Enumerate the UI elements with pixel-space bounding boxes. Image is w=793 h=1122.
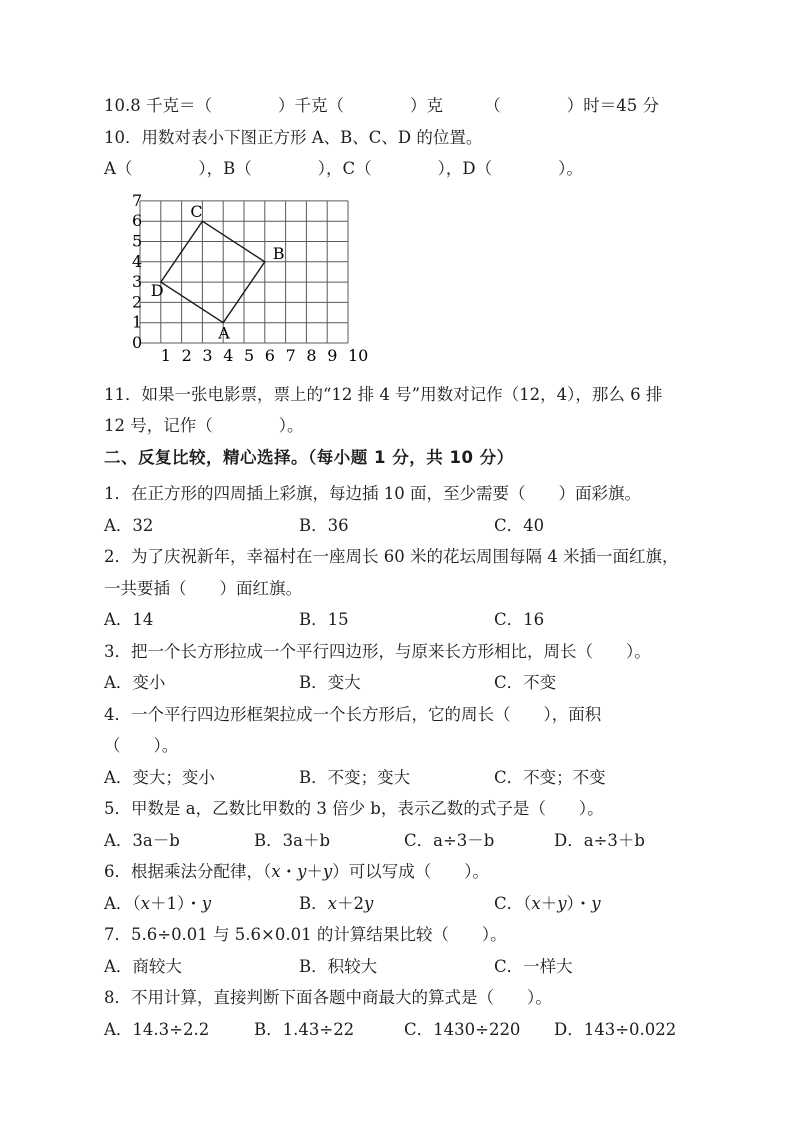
text-run: ＋: [306, 862, 323, 881]
x-tick-label: 7: [285, 345, 296, 365]
math-variable: y: [591, 893, 601, 913]
option-item: C．a÷3－b: [404, 830, 495, 850]
text-line: （ ）。: [104, 736, 179, 755]
x-tick-label: 8: [306, 345, 317, 365]
math-variable: x: [271, 862, 281, 881]
text-run: ＋1）・: [149, 893, 202, 913]
text-line: 8．不用计算，直接判断下面各题中商最大的算式是（ ）。: [104, 988, 552, 1007]
option-item: C．1430÷220: [404, 1019, 521, 1039]
text-line: 7．5.6÷0.01 与 5.6×0.01 的计算结果比较（ ）。: [104, 925, 507, 944]
math-variable: x: [327, 893, 337, 913]
x-tick-label: 10: [348, 345, 369, 365]
text-run: ＋2: [336, 893, 364, 913]
option-item: C．不变；不变: [494, 767, 606, 787]
option-item: B．15: [299, 610, 349, 629]
y-tick-label: 2: [132, 291, 143, 311]
option-item: B．3a＋b: [254, 830, 331, 850]
coordinate-grid-figure: [116, 193, 715, 375]
text-run: ＋: [540, 893, 558, 913]
y-tick-label: 0: [132, 332, 143, 352]
text-line: 10．用数对表小下图正方形 A、B、C、D 的位置。: [104, 127, 483, 147]
option-item: A．32: [104, 515, 154, 535]
text-run: 6．根据乘法分配律，（: [104, 862, 272, 881]
x-tick-label: 9: [327, 345, 338, 365]
text-run: ・: [280, 862, 298, 881]
options-row: [104, 888, 715, 920]
option-item: A．3a－b: [104, 830, 180, 850]
options-row: [104, 1014, 715, 1046]
option-item: C．不变: [494, 673, 557, 692]
y-tick-label: 4: [132, 251, 143, 271]
option-item: D．a÷3＋b: [554, 830, 645, 850]
text-line: 12 号，记作（ ）。: [104, 416, 304, 435]
option-item: B．变大: [299, 673, 361, 692]
text-line: 5．甲数是 a，乙数比甲数的 3 倍少 b，表示乙数的式子是（ ）。: [104, 799, 604, 818]
text-line: 1．在正方形的四周插上彩旗，每边插 10 面，至少需要（ ）面彩旗。: [104, 484, 641, 503]
math-variable: y: [322, 862, 333, 881]
option-item: [299, 888, 494, 920]
text-run: A．（: [104, 893, 141, 913]
option-item: A．变小: [104, 673, 166, 692]
vertex-label: B: [272, 243, 285, 263]
options-row: [104, 604, 715, 636]
text-line: 3．把一个长方形拉成一个平行四边形，与原来长方形相比，周长（ ）。: [104, 641, 651, 661]
x-tick-label: 1: [160, 345, 171, 365]
section-heading: 二、反复比较，精心选择。（每小题 1 分，共 10 分）: [104, 447, 514, 467]
grid-chart: [116, 193, 398, 373]
option-item: [494, 888, 601, 920]
option-item: B．36: [299, 515, 349, 535]
vertex-label: C: [190, 201, 203, 221]
math-variable: y: [557, 893, 567, 913]
option-item: C．40: [494, 515, 545, 535]
option-item: B．不变；变大: [299, 767, 411, 787]
math-variable: x: [140, 893, 150, 913]
y-tick-label: 6: [132, 210, 143, 230]
text-line: [104, 856, 715, 888]
x-tick-label: 6: [264, 345, 275, 365]
option-item: A．变大；变小: [104, 767, 215, 787]
y-tick-label: 3: [132, 271, 143, 291]
x-tick-label: 5: [244, 345, 255, 365]
option-item: [104, 888, 299, 920]
option-item: C．一样大: [494, 956, 573, 976]
text-line: 10.8 千克＝（ ）千克（ ）克 （ ）时＝45 分: [104, 96, 659, 115]
math-variable: y: [363, 893, 374, 913]
y-tick-label: 5: [132, 231, 143, 250]
option-item: A．14: [104, 610, 154, 629]
options-row: [104, 667, 715, 699]
text-line: 一共要插（ ）面红旗。: [104, 578, 302, 598]
option-item: B．积较大: [299, 956, 378, 976]
math-variable: x: [531, 893, 541, 913]
text-line: 2．为了庆祝新年，幸福村在一座周长 60 米的花坛周围每隔 4 米插一面红旗，: [104, 547, 679, 566]
vertex-label: D: [150, 280, 164, 300]
square-abcd: [161, 221, 265, 323]
text-line: 4．一个平行四边形框架拉成一个长方形后，它的周长（ ），面积: [104, 704, 602, 724]
x-tick-label: 2: [181, 345, 192, 365]
math-variable: y: [297, 862, 307, 881]
vertex-label: A: [218, 323, 230, 343]
option-item: A．商较大: [104, 956, 182, 976]
x-tick-label: 3: [202, 345, 213, 365]
option-item: A．14.3÷2.2: [104, 1019, 210, 1039]
text-line: 11．如果一张电影票，票上的“12 排 4 号”用数对记作（12，4），那么 6 排: [104, 384, 663, 404]
options-row: [104, 762, 715, 794]
text-run: ）可以写成（ ）。: [332, 862, 489, 881]
text-run: ）・: [566, 893, 592, 913]
option-item: D．143÷0.022: [554, 1019, 677, 1039]
options-row: [104, 510, 715, 542]
option-item: B．1.43÷22: [254, 1019, 355, 1039]
text-run: B．: [299, 893, 328, 913]
text-run: C．（: [494, 893, 532, 913]
options-row: [104, 825, 715, 857]
y-tick-label: 7: [132, 192, 143, 210]
options-row: [104, 951, 715, 983]
x-tick-label: 4: [223, 345, 234, 365]
option-item: C．16: [494, 610, 545, 629]
y-tick-label: 1: [132, 312, 143, 332]
math-variable: y: [201, 893, 212, 913]
text-line: A（ ），B（ ），C（ ），D（ ）。: [104, 159, 583, 178]
